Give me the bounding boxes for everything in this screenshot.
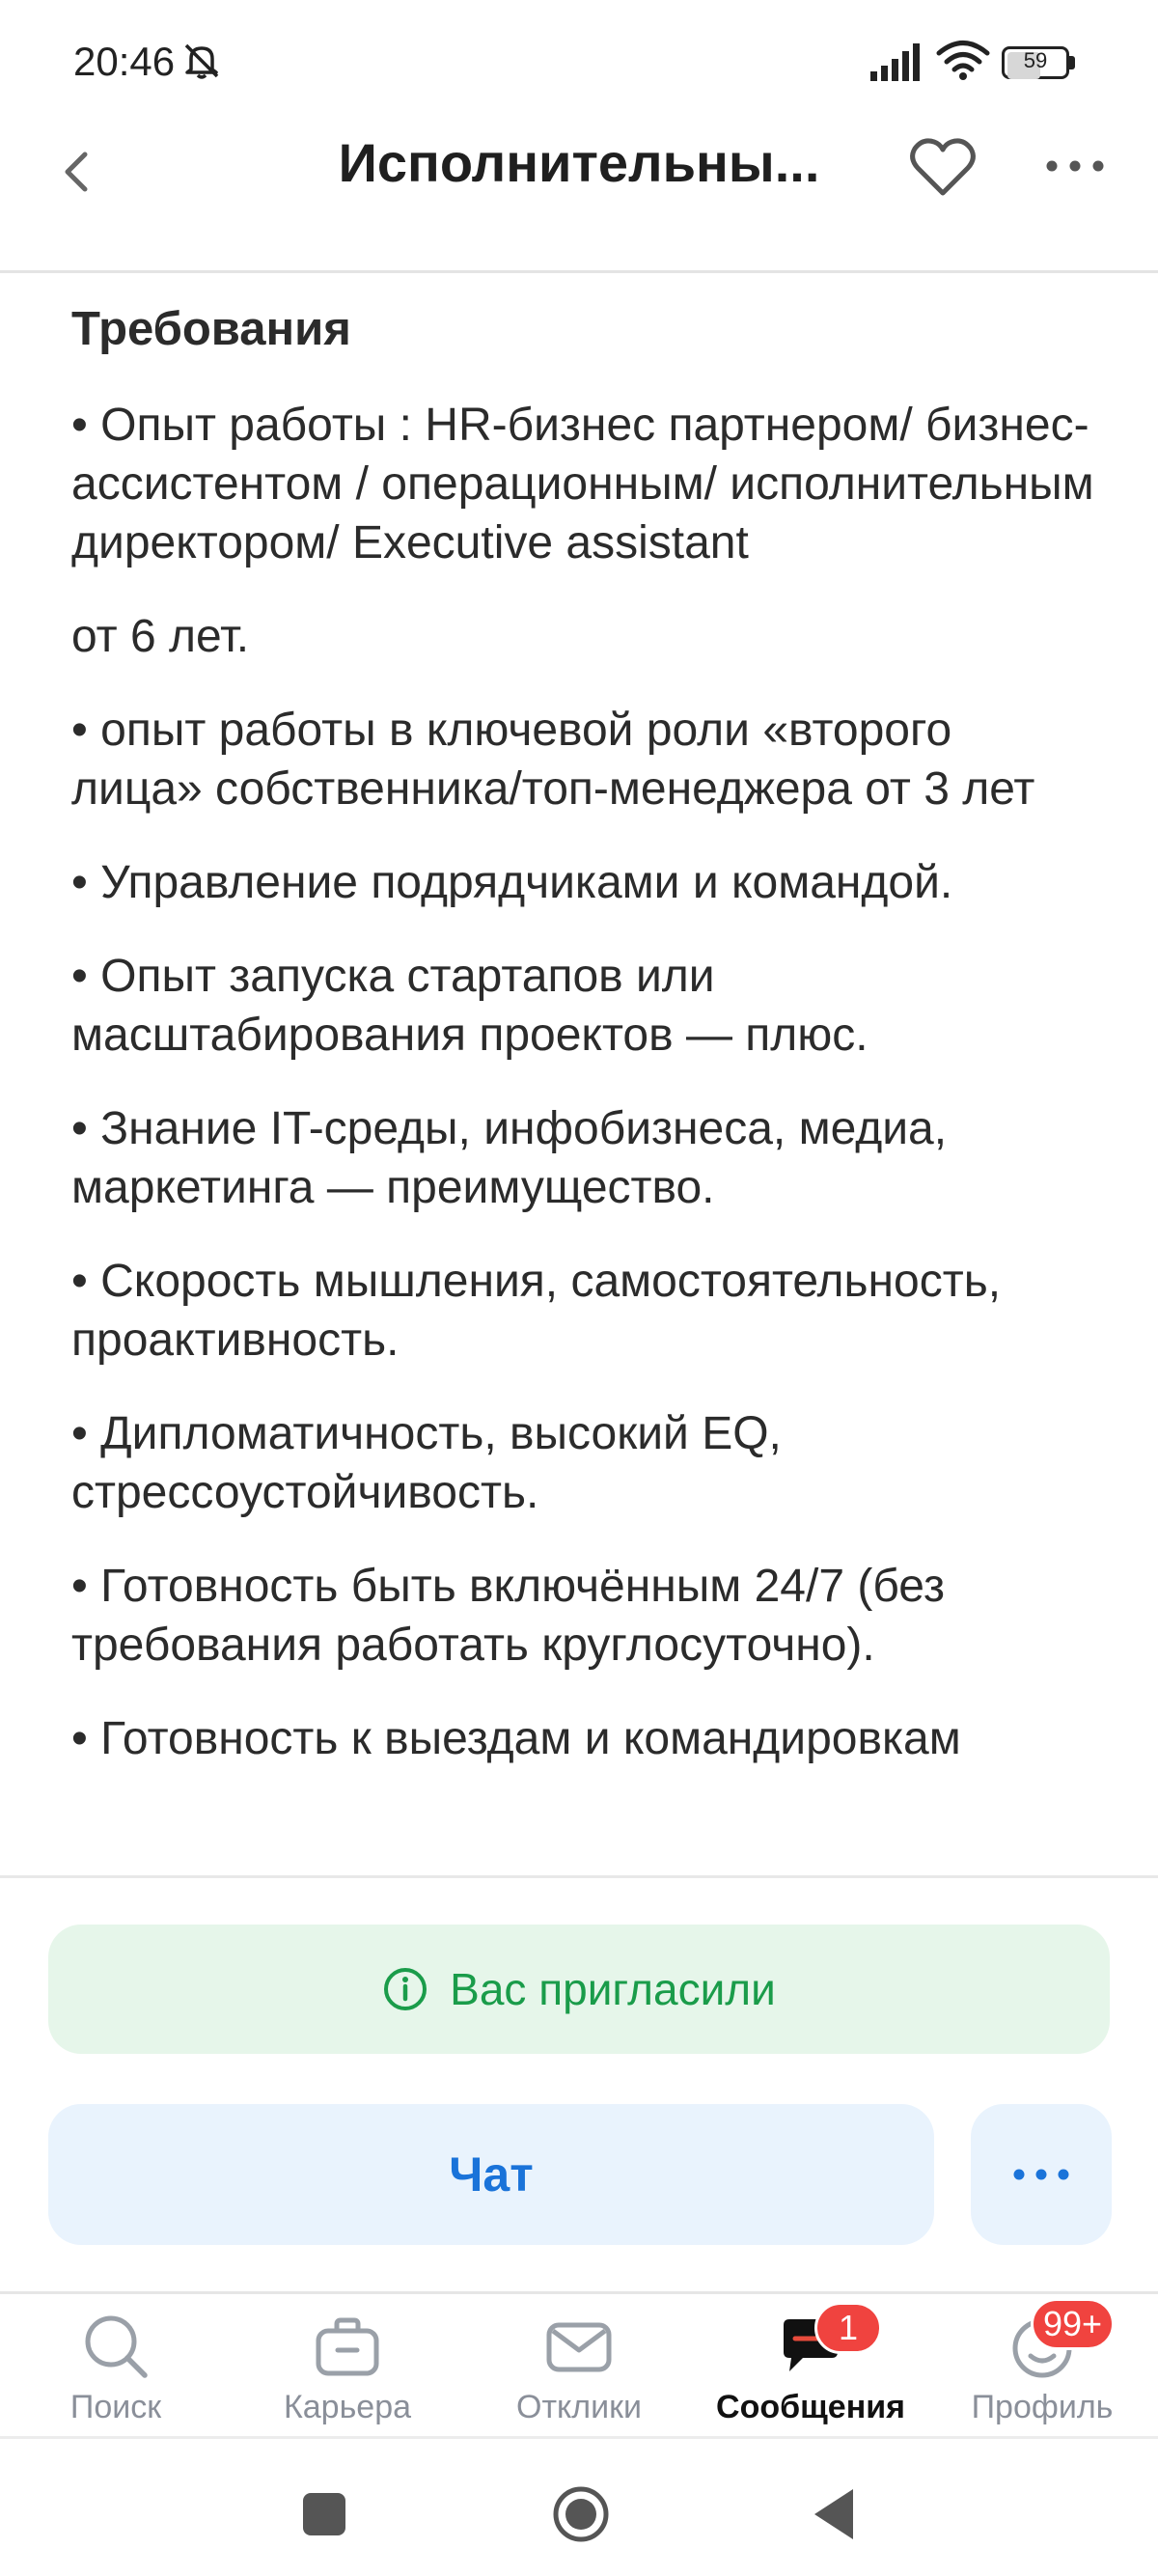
- requirement-item: • Знание IT-среды, инфобизнеса, медиа, маркетинга — преимущество.: [71, 1103, 948, 1213]
- requirement-item: • Управление подрядчиками и командой.: [71, 857, 953, 908]
- notification-badge: 1: [814, 2302, 882, 2354]
- chat-button[interactable]: [48, 2104, 934, 2245]
- nav-item-career[interactable]: [232, 2294, 463, 2439]
- nav-item-messages[interactable]: [695, 2294, 926, 2439]
- heart-icon: [903, 129, 982, 208]
- notification-badge: 99+: [1031, 2298, 1115, 2350]
- info-circle-icon: [382, 1966, 428, 2012]
- chevron-left-icon: [46, 133, 114, 210]
- status-time: 20:46: [73, 39, 176, 84]
- home-button[interactable]: [550, 2483, 612, 2545]
- back-button[interactable]: [46, 133, 114, 210]
- nav-item-profile[interactable]: [926, 2294, 1158, 2439]
- nav-label: Сообщения: [716, 2389, 905, 2425]
- envelope-icon: [544, 2312, 614, 2381]
- nav-label: Отклики: [516, 2389, 642, 2425]
- requirement-item: • Готовность к выездам и командировкам: [71, 1713, 961, 1764]
- invite-status-text: Вас пригласили: [450, 1964, 776, 2014]
- briefcase-icon: [313, 2312, 382, 2381]
- battery-percent: 59: [1023, 48, 1048, 72]
- page-title: Исполнительны...: [338, 132, 820, 193]
- nav-item-responses[interactable]: [463, 2294, 695, 2439]
- more-horizontal-icon: [1038, 129, 1112, 208]
- more-horizontal-icon: [1007, 2160, 1075, 2189]
- nav-label: Поиск: [69, 2389, 162, 2425]
- more-options-button[interactable]: [1038, 129, 1112, 208]
- recents-button[interactable]: [303, 2493, 345, 2535]
- invite-status-banner: [48, 1925, 1110, 2054]
- requirement-item: • Готовность быть включённым 24/7 (без требования работать круглосуточно).: [71, 1561, 945, 1671]
- search-icon: [81, 2312, 151, 2381]
- nav-item-search[interactable]: [0, 2294, 232, 2439]
- app-header: [0, 125, 1158, 273]
- requirement-item: • Скорость мышления, самостоятельность, проактивность.: [71, 1256, 1002, 1366]
- status-bar: [0, 0, 1158, 125]
- bottom-nav: [0, 2291, 1158, 2439]
- requirements-list: [71, 396, 1094, 1803]
- requirement-item: от 6 лет.: [71, 611, 250, 662]
- bell-off-icon: [181, 41, 222, 81]
- chat-more-button[interactable]: [971, 2104, 1112, 2245]
- vacancy-content[interactable]: [0, 273, 1158, 1875]
- battery-icon: [1002, 46, 1077, 79]
- signal-icon: [868, 42, 923, 81]
- requirement-item: • Опыт запуска стартапов или масштабирования проектов — плюс.: [71, 951, 868, 1061]
- action-panel: [0, 1875, 1158, 2294]
- section-title-requirements: Требования: [71, 303, 351, 355]
- requirement-item: • Дипломатичность, высокий EQ, стрессоустойчивость.: [71, 1408, 782, 1518]
- chat-button-label: Чат: [449, 2147, 534, 2202]
- nav-label: Профиль: [971, 2389, 1114, 2425]
- nav-label: Карьера: [283, 2389, 412, 2425]
- requirement-item: • Опыт работы : HR-бизнес партнером/ бизнес-ассистентом / операционным/ исполнительным директором/ Executive assistant: [71, 400, 1094, 568]
- wifi-icon: [936, 39, 990, 81]
- favorite-button[interactable]: [903, 129, 982, 208]
- system-back-button[interactable]: [809, 2483, 857, 2545]
- system-nav-bar: [0, 2436, 1158, 2576]
- requirement-item: • опыт работы в ключевой роли «второго лица» собственника/топ-менеджера от 3 лет: [71, 705, 1035, 815]
